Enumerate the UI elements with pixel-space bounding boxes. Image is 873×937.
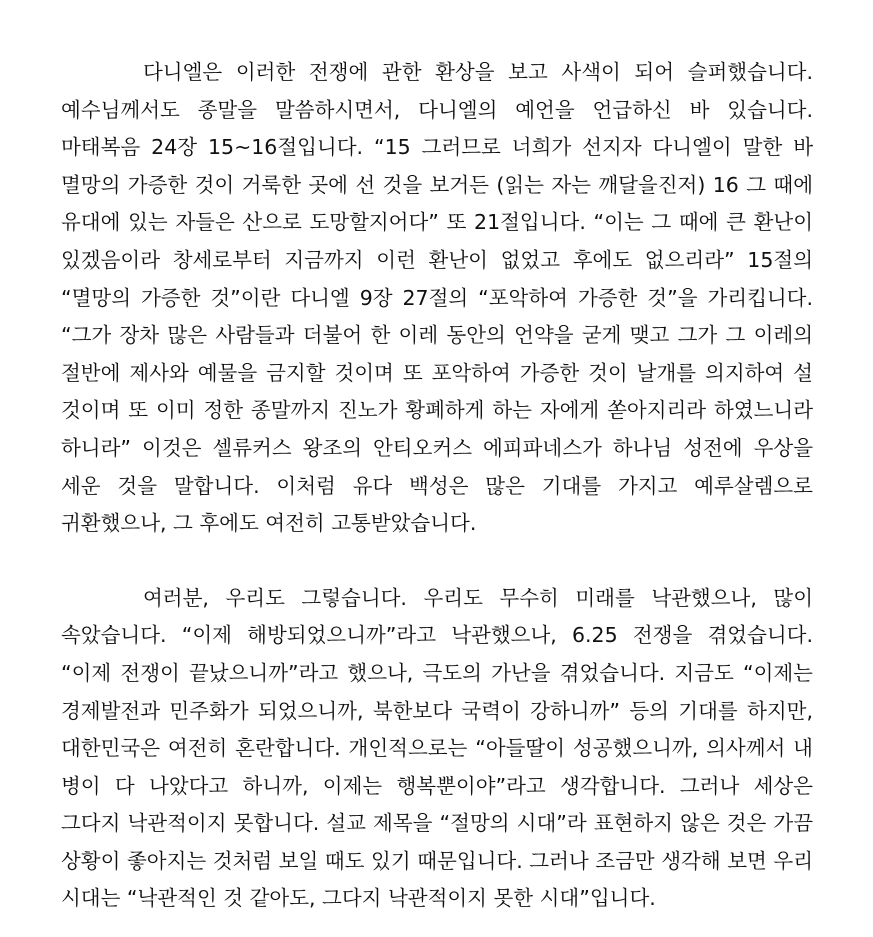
- document-body: [61, 54, 813, 918]
- paragraph-daniel-prophecy: 다니엘은 이러한 전쟁에 관한 환상을 보고 사색이 되어 슬퍼했습니다. 예수님께서도 종말을 말씀하시면서, 다니엘의 예언을 언급하신 바 있습니다. 마태복음 24장 15~16절입니다. “15 그러므로 너희가 선지자 다니엘이 말한 바 멸망의 가증한 것이 거룩한 곳에 선 것을 보거든 (읽는 자는 깨달을진저) 16 그 때에 유대에 있는 자들은 산으로 도망할지어다” 또 21절입니다. “이는 그 때에 큰 환난이 있겠음이라 창세로부터 지금까지 이런 환난이 없었고 후에도 없으리라” 15절의 “멸망의 가증한 것”이란 다니엘 9장 27절의 “포악하여 가증한 것”을 가리킵니다. “그가 장차 많은 사람들과 더불어 한 이레 동안의 언약을 굳게 맺고 그가 그 이레의 절반에 제사와 예물을 금지할 것이며 또 포악하여 가증한 것이 날개를 의지하여 설 것이며 또 이미 정한 종말까지 진노가 황폐하게 하는 자에게 쏟아지리라 하였느니라 하니라” 이것은 셀류커스 왕조의 안티오커스 에피파네스가 하나님 성전에 우상을 세운 것을 말합니다. 이처럼 유다 백성은 많은 기대를 가지고 예루살렘으로 귀환했으나, 그 후에도 여전히 고통받았습니다.: [61, 60, 813, 536]
- paragraph-optimism: 여러분, 우리도 그렇습니다. 우리도 무수히 미래를 낙관했으나, 많이 속았습니다. “이제 해방되었으니까”라고 낙관했으나, 6.25 전쟁을 겪었습니다. “이제 전쟁이 끝났으니까”라고 했으나, 극도의 가난을 겪었습니다. 지금도 “이제는 경제발전과 민주화가 되었으니까, 북한보다 국력이 강하니까” 등의 기대를 하지만, 대한민국은 여전히 혼란합니다. 개인적으로는 “아들딸이 성공했으니까, 의사께서 내 병이 다 나았다고 하니까, 이제는 행복뿐이야”라고 생각합니다. 그러나 세상은 그다지 낙관적이지 못합니다. 설교 제목을 “절망의 시대”라 표현하지 않은 것은 가끔 상황이 좋아지는 것처럼 보일 때도 있기 때문입니다. 그러나 조금만 생각해 보면 우리 시대는 “낙관적인 것 같아도, 그다지 낙관적이지 못한 시대”입니다.: [61, 585, 813, 911]
